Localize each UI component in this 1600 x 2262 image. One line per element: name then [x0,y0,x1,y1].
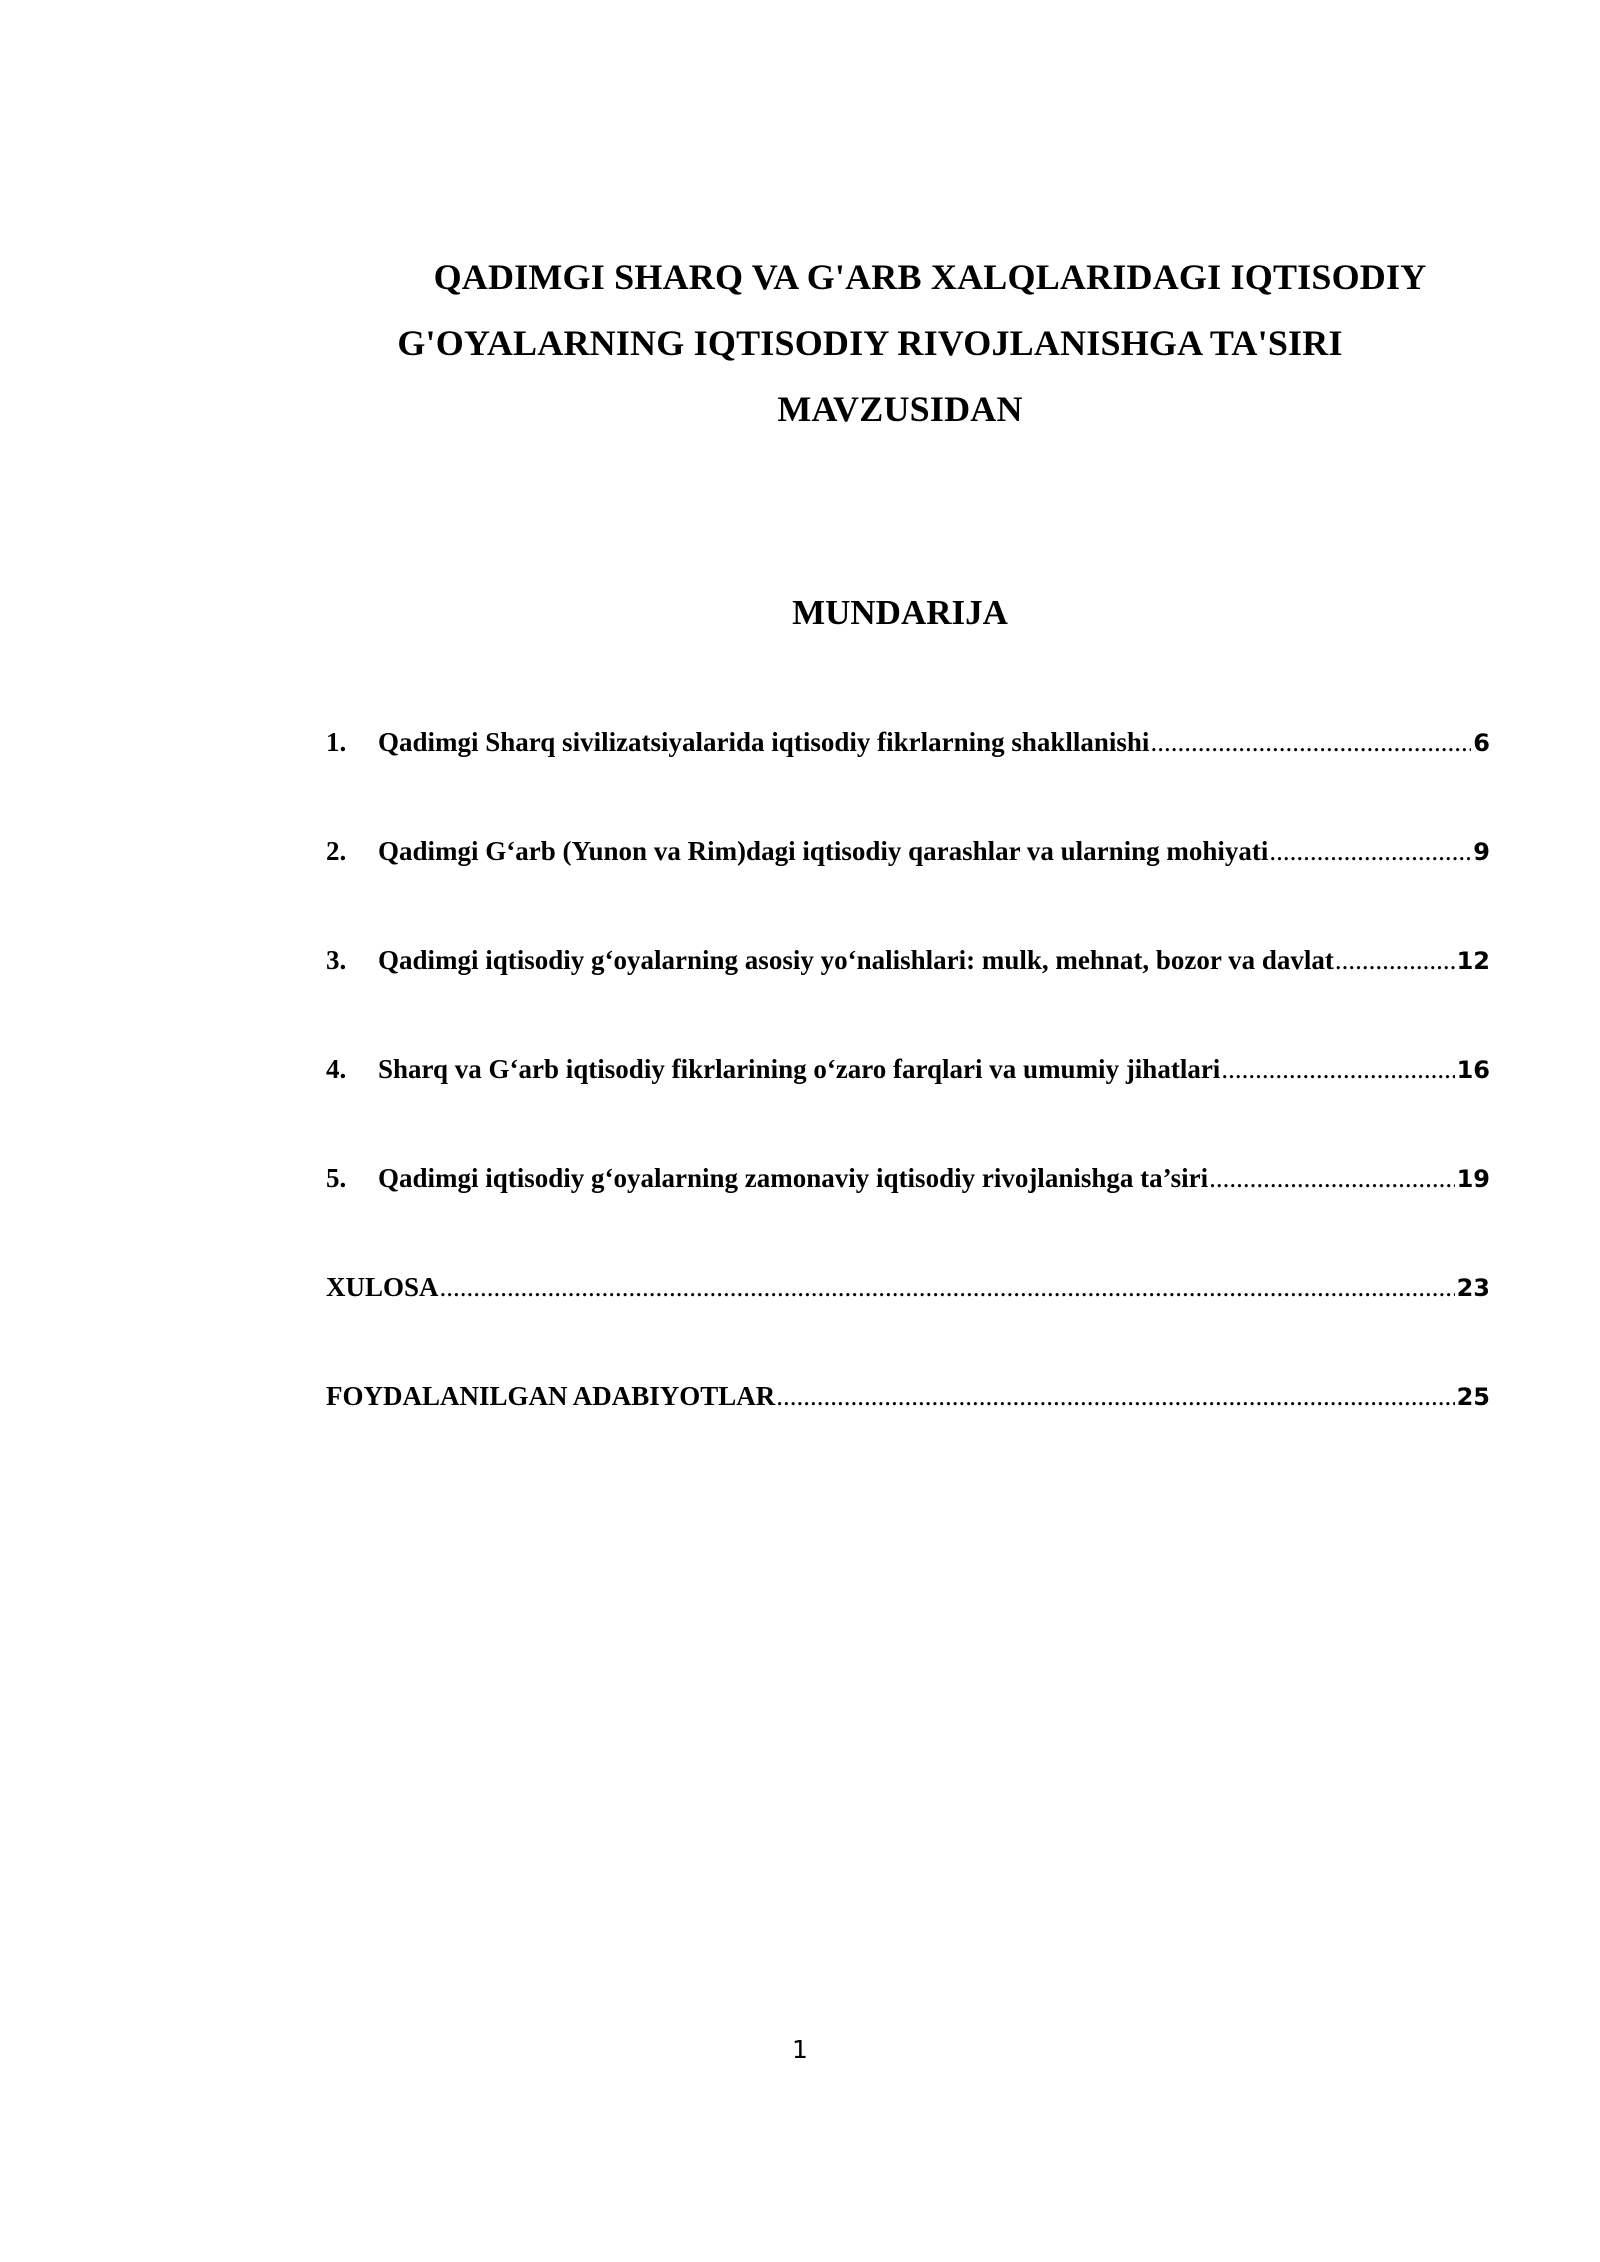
toc-entry-number: 1. [326,727,347,757]
toc-entry-5[interactable] [326,1158,1490,1198]
toc-dot-leader [1209,1158,1455,1198]
document-title [320,244,1480,442]
toc-entry-title: Sharq va G‘arb iqtisodiy fikrlarining o‘zaro farqlari va umumiy jihatlari [378,1054,1221,1084]
toc-entry-page: 9 [1473,838,1490,866]
toc-dot-leader [1269,831,1471,871]
toc-dot-leader [440,1267,1455,1307]
toc-entry-2[interactable] [326,831,1490,871]
toc-entry-page: 16 [1456,1056,1490,1084]
toc-entry-title: Qadimgi iqtisodiy g‘oyalarning asosiy yo‘nalishlari: mulk, mehnat, bozor va davlat [378,945,1334,975]
toc-entry-title: XULOSA [326,1272,439,1302]
toc-entry-page: 23 [1456,1274,1490,1302]
toc-entry-4[interactable] [326,1049,1490,1089]
toc-entry-number: 4. [326,1054,347,1084]
toc-dot-leader [1335,940,1455,980]
toc-entry-page: 25 [1456,1383,1490,1411]
toc-entry-page: 19 [1456,1165,1490,1193]
contents-heading: MUNDARIJA [792,593,1008,632]
toc-entry-number: 5. [326,1163,347,1193]
toc-entry-number: 3. [326,945,347,975]
toc-entry-title: FOYDALANILGAN ADABIYOTLAR [326,1381,776,1411]
title-line-1: QADIMGI SHARQ VA G'ARB XALQLARIDAGI IQTISODIY [433,257,1427,297]
toc-dot-leader [776,1376,1454,1416]
toc-entry-title: Qadimgi G‘arb (Yunon va Rim)dagi iqtisodiy qarashlar va ularning mohiyati [378,836,1269,866]
toc-entry-page: 6 [1473,729,1490,757]
toc-entry-conclusion[interactable] [326,1267,1490,1307]
table-of-contents [326,722,1490,1485]
toc-dot-leader [1150,722,1471,762]
toc-entry-page: 12 [1456,947,1490,975]
toc-entry-references[interactable] [326,1376,1490,1416]
toc-dot-leader [1221,1049,1454,1089]
page-number: 1 [792,2035,808,2064]
toc-entry-title: Qadimgi iqtisodiy g‘oyalarning zamonaviy iqtisodiy rivojlanishga ta’siri [378,1163,1209,1193]
toc-entry-number: 2. [326,836,347,866]
title-line-3: MAVZUSIDAN [777,389,1023,429]
title-line-2: G'OYALARNING IQTISODIY RIVOJLANISHGA TA'SIRI [397,323,1343,363]
toc-entry-3[interactable] [326,940,1490,980]
toc-entry-1[interactable] [326,722,1490,762]
toc-entry-title: Qadimgi Sharq sivilizatsiyalarida iqtisodiy fikrlarning shakllanishi [378,727,1150,757]
